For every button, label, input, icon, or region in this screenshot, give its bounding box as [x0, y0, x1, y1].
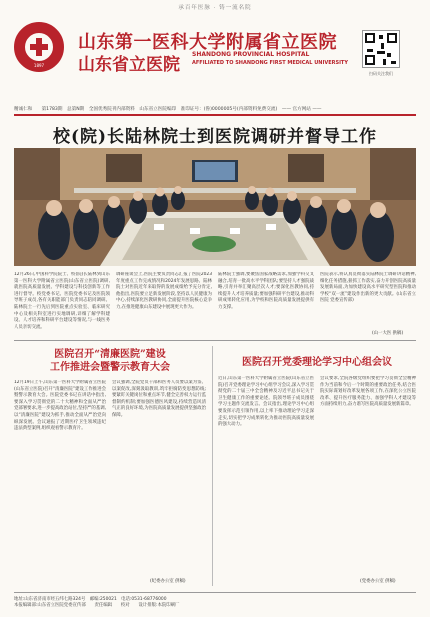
masthead-title: 山东第一医科大学附属省立医院: [78, 32, 337, 53]
section-divider: [14, 340, 416, 341]
article3-title: 医院召开党委理论学习中心组会议: [242, 357, 392, 368]
article2-col1: 12月19日上午,山东第一医科大学附属省立医院(山东省立医院)召开“清廉医院”建设工作推进会暨警示教育大会。医院党委书记在讲话中指出,要深入学习贯彻党的二十大精神和全面从严治党部署要求,进一步提高政治站位,坚持严的基调,以“清廉医院”建设为抓手,推动全面从严治党向纵深发展。会议通报了近期医疗卫生领域违纪违法典型案例,组织观看警示教育片。: [14, 380, 106, 432]
article1-col2: 调研座谈会上,医院主要负责同志汇报了医院2023年度重点工作完成情况和2024年发展思路。陆林院士对医院近年来取得的发展成绩给予充分肯定,他指出,医院要立足新发展阶段,坚持以人民健康为中心,持续深化医教研协同,全面提升医院核心竞争力,在推进健康山东建设中展现更大作为。: [116, 272, 212, 310]
article1-col3: 陆林院士强调,要聚焦国家战略需求,加强学科交叉融合,培育一批高水平学科团队;要坚持人才强院战略,引育并举汇聚高层次人才;要深化医教协同,持续提升人才培养质量;要加强科研平台建设,推动科研成果转化应用,为学校和医院高质量发展提供有力支撑。: [218, 272, 314, 310]
article3-col1: 近日,山东第一医科大学附属省立医院(山东省立医院)召开党委理论学习中心组学习会议,深入学习贯彻党的二十届三中全会精神及习近平总书记关于卫生健康工作的重要论述。院领导班子成员围绕学习主题作交流发言。会议指出,理论学习中心组要发挥示范引领作用,以上率下推动理论学习走深走实,切实把学习成果转化为推动医院高质量发展的强大动力。: [218, 376, 314, 428]
article2-title-line1: 医院召开“清廉医院”建设: [54, 349, 166, 360]
footer-address: 地址:山东省济南市经五纬七路324号 邮编:250021 电话:0531-68776000: [14, 597, 167, 602]
logo-year: 1897: [33, 63, 45, 68]
masthead-divider: [14, 114, 416, 116]
article3-author: (党委办公室 供稿): [360, 579, 396, 584]
article3-col2: 会议要求,全院各级党组织要把学习贯彻全会精神作为当前和今后一个时期的重要政治任务,结合医院实际谋划好改革发展各项工作,在深化公立医院改革、提升医疗服务能力、加强学科人才建设等方面持续用力,奋力谱写医院高质量发展新篇章。: [320, 376, 416, 408]
footer-editorial: 本报编辑部:山东省立医院党委宣传部 责任编辑 校对 设计排版:本院印刷厂: [14, 603, 180, 609]
meeting-photo: [14, 148, 416, 266]
column-divider: [212, 346, 213, 586]
article2-title: [14, 348, 206, 374]
qr-caption: 扫码关注我们: [369, 71, 393, 76]
masthead: [0, 14, 430, 90]
qr-code[interactable]: [362, 30, 400, 68]
article1-col1: 12月26日,中国科学院院士、校(院)长陆林到山东第一医科大学附属省立医院(山东省立医院)调研,就医院高质量发展、学科建设与科技创新等工作进行督导。校党委书记、医院党委书记及医院领导班子成员,各有关职能部门负责同志陪同调研。陆林院士一行先后到医院重点实验室、临床研究中心及相关科室进行实地调研,详细了解学科建设、人才培养和科研平台建设等情况,与一线医务人员亲切交流。: [14, 272, 110, 330]
article1-col4: 医院表示,将认真贯彻落实陆林院士调研讲话精神,细化任务措施,狠抓工作落实,奋力开创医院高质量发展新局面,为加快建设高水平研究型医院和推动学校“双一流”建设作出新的更大贡献。(山东省立医院 党委宣传部): [320, 272, 416, 304]
masthead-motto: 承百年医脉 · 铸一流名院: [178, 5, 252, 11]
article1-credit: (山一大医 供稿): [372, 331, 404, 336]
masthead-english-2: AFFILIATED TO SHANDONG FIRST MEDICAL UNIVERSITY: [192, 60, 348, 66]
article2-col2: 会议强调,全院党员干部和医务人员要以案为鉴、以案促改,深刻汲取教训,筑牢拒腐防变思想防线;要紧盯关键岗位和重点环节,健全完善权力运行监督制约机制;要加强医德医风建设,持续营造风清气正的良好环境,为医院高质量发展提供坚强政治保障。: [112, 380, 206, 418]
masthead-english-1: SHANDONG PROVINCIAL HOSPITAL: [192, 51, 310, 58]
lead-headline: 校(院)长陆林院士到医院调研并督导工作: [52, 127, 378, 147]
masthead-alt-title: 山东省立医院: [78, 55, 180, 75]
article2-title-line2: 工作推进会暨警示教育大会: [50, 362, 170, 373]
hospital-logo: [14, 22, 64, 72]
article2-author: (纪委办公室 供稿): [150, 579, 186, 584]
page-footer: [14, 597, 416, 609]
issue-info: 精诚仁和 第1783期 总第N期 全国优秀院刊内部资料 山东省立医院编印 准印证号：(鲁)0000005号(内部资料免费交流) —— 官方网站 ——: [14, 107, 322, 112]
footer-divider: [14, 592, 416, 593]
